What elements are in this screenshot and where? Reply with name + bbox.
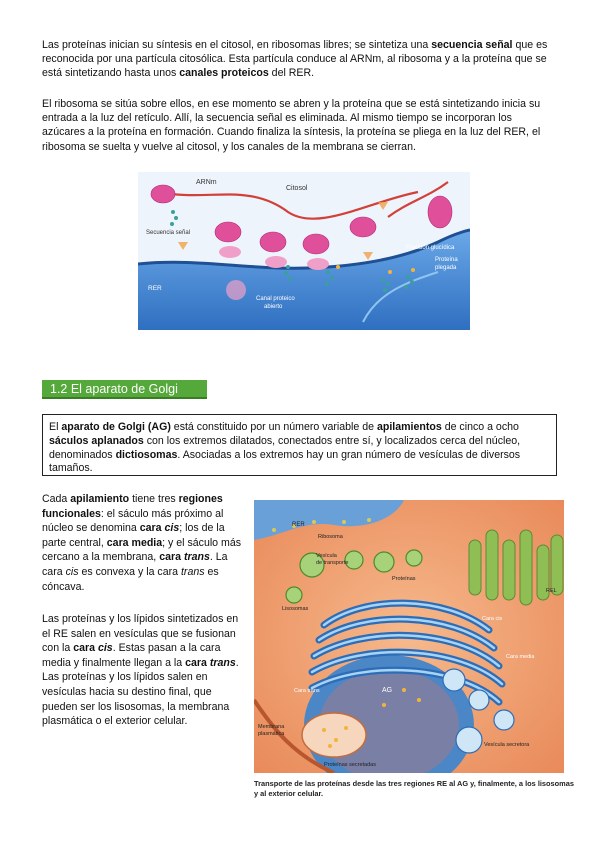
- label-ag: AG: [382, 687, 393, 694]
- paragraph-transporte-proteinas: Las proteínas y los lípidos sintetizados en el RE salen en vesículas que se fusionan con la cara cis. Estas pasan a la cara media y finalmente llegan a la cara trans. Las proteínas y los lípidos salen en vesículas hacia su destino final, que pueden ser los lisosomas, la membrana plasmática o el exterior celular.: [42, 613, 239, 728]
- golgi-definition-box: El aparato de Golgi (AG) está constituido por un número variable de apilamientos de cinco a ocho sáculos aplanados con los extremos dilatados, conectados entre sí, y localizados cerca del núcleo, denominados dictiosomas. Asociadas a los extremos hay un gran número de vesículas de diversos tamaños.: [42, 414, 557, 476]
- paragraph-protein-synthesis: Las proteínas inician su síntesis en el citosol, en ribosomas libres; se sintetiza una secuencia señal que es reconocida por una partícula citosólica. Esta partícula conduce al ARNm, al ribosoma y a la proteína que se está sintetizando hasta unos canales proteicos del RER.: [42, 39, 548, 80]
- label-proteinas: Proteínas: [392, 576, 416, 582]
- golgi-illustration: [254, 500, 564, 773]
- label-citosol: Citosol: [286, 185, 308, 192]
- term-secuencia-senal: secuencia señal: [431, 39, 513, 51]
- label-rer: RER: [148, 285, 162, 292]
- label-abierto: abierto: [264, 304, 283, 310]
- term-dictiosomas: dictiosomas: [115, 448, 178, 461]
- label-secuencia-senal: Secuencia señal: [146, 230, 191, 236]
- label-cara-media: Cara media: [506, 654, 535, 660]
- label-vesicula: Vesícula: [316, 553, 337, 559]
- label-lisosomas: Lisosomas: [282, 606, 309, 612]
- label-fraccion-glucidica: Fracción glucídica: [406, 245, 455, 251]
- label-membrana: Membrana: [258, 724, 285, 730]
- label-plasmatica: plasmática: [258, 731, 285, 737]
- paragraph-regiones-funcionales: Cada apilamiento tiene tres regiones funcionales: el sáculo más próximo al núcleo se denomina cara cis; los de la parte central, cara media; y el sáculo más cercano a la membrana, cara trans. La cara cis es convexa y la cara trans es cóncava.: [42, 493, 242, 593]
- term-apilamientos: apilamientos: [376, 421, 442, 433]
- rer-synthesis-illustration: [138, 172, 470, 330]
- label-rel: REL: [546, 588, 557, 594]
- label-plegada: plegada: [435, 265, 457, 271]
- label-cara-cis: Cara cis: [482, 616, 503, 622]
- label-ribosoma: Ribosoma: [318, 534, 343, 540]
- label-arnm: ARNm: [196, 179, 217, 186]
- label-vesicula-secretora: Vesícula secretora: [484, 742, 530, 748]
- term-saculos-aplanados: sáculos aplanados: [49, 434, 144, 447]
- label-canal-proteico: Canal proteico: [256, 296, 295, 302]
- paragraph-ribosome-entry: El ribosoma se sitúa sobre ellos, en ese momento se abren y la proteína que se está sintetizando inicia su entrada a la luz del retículo. Allí, la secuencia señal es eliminada. Al mismo tiempo se incorporan los azúcares a la proteína en formación. Cuando finaliza la síntesis, la proteína se pliega en la luz del RER, el ribosoma se suelta y vuelve al citosol, y los canales de la membrana se cierran.: [42, 98, 541, 153]
- figure-caption: Transporte de las proteínas desde las tres regiones RE al AG y, finalmente, a los lisosomas y al exterior celular.: [254, 779, 574, 798]
- label-rer-golgi: RER: [292, 522, 305, 528]
- label-de-transporte: de transporte: [316, 560, 349, 566]
- label-proteinas-secretadas: Proteínas secretadas: [324, 762, 376, 768]
- term-aparato-golgi: aparato de Golgi (AG): [61, 421, 171, 433]
- section-heading-golgi: 1.2 El aparato de Golgi: [42, 380, 207, 399]
- term-canales-proteicos: canales proteicos: [179, 67, 269, 80]
- label-proteina: Proteína: [435, 257, 458, 263]
- label-cara-trans: Cara trans: [294, 688, 320, 694]
